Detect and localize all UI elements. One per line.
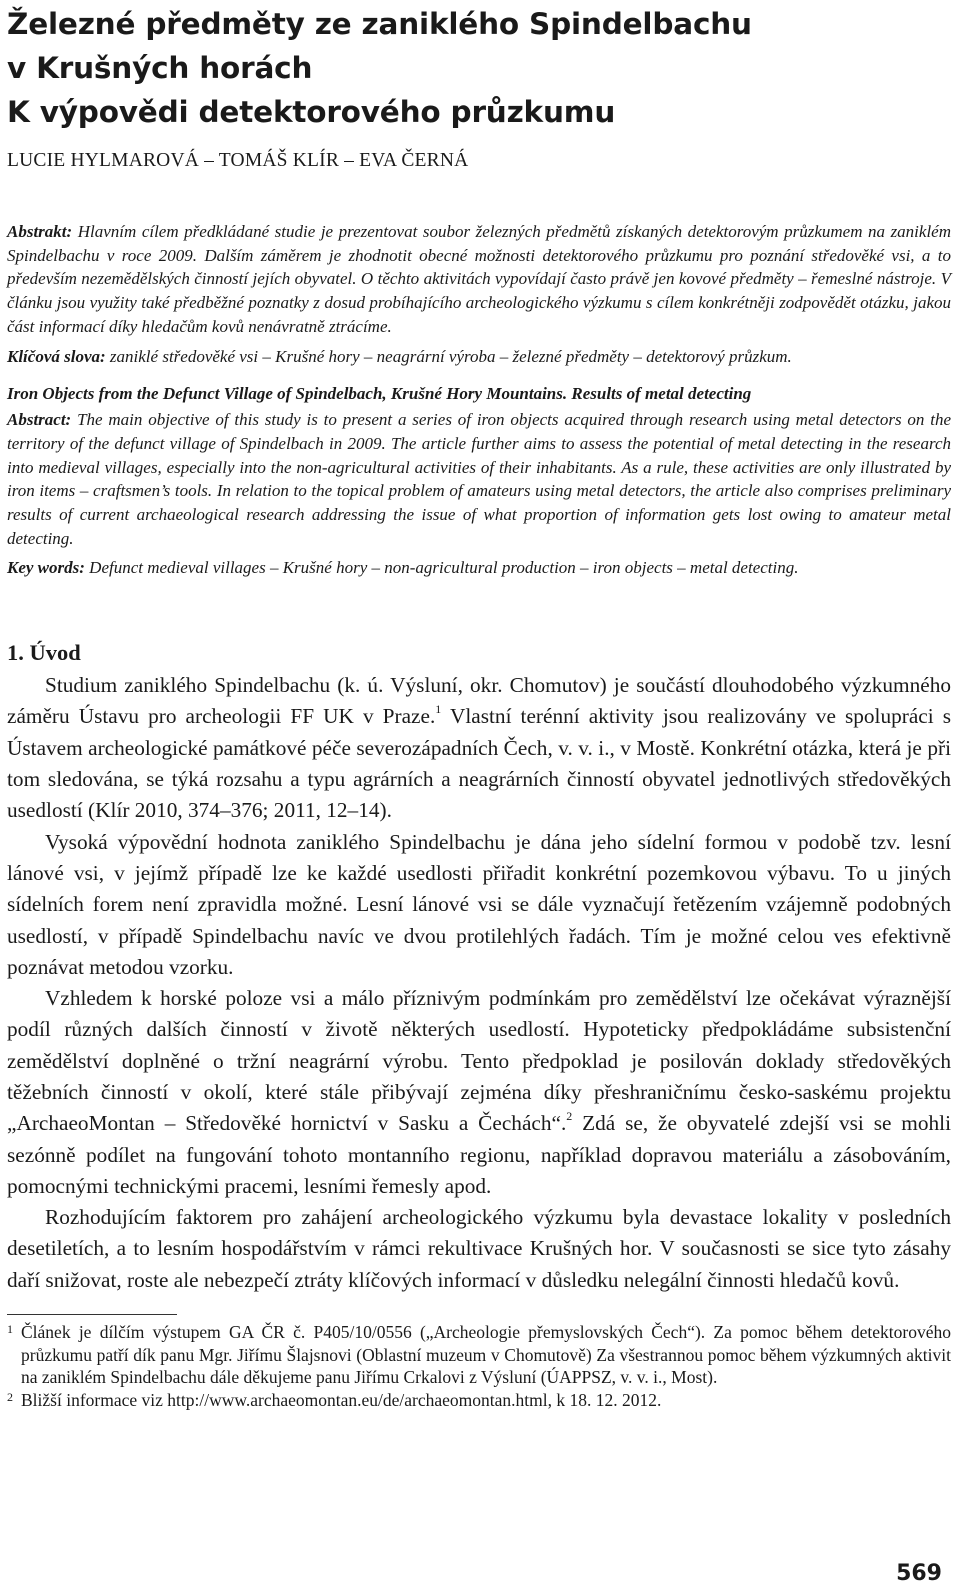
authors: LUCIE HYLMAROVÁ – TOMÁŠ KLÍR – EVA ČERNÁ bbox=[7, 150, 469, 171]
english-title: Iron Objects from the Defunct Village of Spindelbach, Krušné Hory Mountains. Results of metal detecting bbox=[7, 384, 752, 404]
footnote-2 bbox=[7, 1389, 951, 1412]
paragraph-1-part-b: Vlastní terénní aktivity jsou realizovány ve spolupráci s Ústavem archeologické památkové péče severozápadních Čech, v. v. i., v Mostě. Konkrétní otázka, která je při tom sledována, se týká rozsahu a typu agrárních a neagrárních činností obyvatel jednotlivých středověkých usedlostí (Klír 2010, 374–376; 2011, 12–14). bbox=[7, 704, 952, 823]
section-heading: 1. Úvod bbox=[7, 640, 81, 666]
footnote-1-number: 1 bbox=[7, 1322, 13, 1337]
keywords-english-label: Key words: bbox=[7, 558, 85, 578]
abstract-english bbox=[7, 408, 951, 550]
footnote-rule bbox=[7, 1314, 177, 1315]
footnote-ref-2: 2 bbox=[566, 1109, 573, 1124]
abstract-english-label: Abstract: bbox=[7, 410, 72, 430]
keywords-english-text: Defunct medieval villages – Krušné hory – non-agricultural production – iron objects – metal detecting. bbox=[89, 558, 799, 578]
footnote-2-text: Bližší informace viz http://www.archaeomontan.eu/de/archaeomontan.html, k 18. 12. 2012. bbox=[21, 1389, 662, 1410]
footnotes bbox=[7, 1321, 951, 1411]
paragraph-1-part-a: Studium zaniklého Spindelbachu (k. ú. Výsluní, okr. Chomutov) je součástí dlouhodobého výzkumného záměru Ústavu pro archeologii FF UK v Praze. bbox=[7, 673, 951, 729]
paragraph-3 bbox=[7, 983, 951, 1202]
paragraph-1 bbox=[7, 670, 951, 826]
footnote-1-text: Článek je dílčím výstupem GA ČR č. P405/10/0556 („Archeologie přemyslovských Čech“). Za pomoc během detektorového průzkumu patří dík panu Mgr. Jiřímu Šlajsnovi (Oblastní muzeum v Chomutově) Za všestrannou pomoc během výzkumných aktivit na zaniklém Spindelbachu dále děkujeme panu Jiřímu Crkalovi z Výsluní (ÚAPPSZ, v. v. i., Most). bbox=[21, 1322, 951, 1388]
article-title bbox=[7, 0, 951, 134]
paragraph-4: Rozhodujícím faktorem pro zahájení archeologického výzkumu byla devastace lokality v posledních desetiletích, a to lesním hospodářstvím v rámci rekultivace Krušných hor. V současnosti se sice tyto zásahy daří snižovat, roste ale nebezpečí ztráty klíčových informací v důsledku nelegální činnosti hledačů kovů. bbox=[7, 1205, 951, 1292]
paper-page bbox=[7, 0, 951, 1411]
abstract-english-text: The main objective of this study is to present a series of iron objects acquired through research using metal detectors on the territory of the defunct village of Spindelbach in 2009. The article further aims to assess the potential of metal detecting in the research into medieval villages, especially into the non-agricultural activities of their inhabitants. As a rule, these activities are only illustrated by iron items – craftsmen’s tools. In relation to the topical problem of amateurs using metal detectors, the article also comprises preliminary results of current archaeological research addressing the issue of what proportion of information gets lost owing to amateur metal detecting. bbox=[7, 410, 951, 548]
footnote-ref-1: 1 bbox=[435, 702, 442, 717]
paragraph-3-part-a: Vzhledem k horské poloze vsi a málo příznivým podmínkám pro zemědělství lze očekávat výraznější podíl různých dalších činností v životě některých usedlostí. Hypoteticky předpokládáme subsistenční zemědělství doplněné o tržní neagrární výrobu. Tento předpoklad je posilován doklady středověkých těžebních činností v okolí, které stále přibývají zejména díky přeshraničnímu česko-saskému projektu „ArchaeoMontan – Středověké hornictví v Sasku a Čechách“. bbox=[7, 986, 951, 1136]
abstract-czech-label: Abstrakt: bbox=[7, 222, 73, 241]
keywords-czech-text: zaniklé středověké vsi – Krušné hory – neagrární výroba – železné předměty – detektorový průzkum. bbox=[109, 346, 792, 366]
page-number: 569 bbox=[896, 1561, 942, 1586]
abstract-czech bbox=[7, 220, 951, 339]
body-text bbox=[7, 670, 951, 1296]
paragraph-2: Vysoká výpovědní hodnota zaniklého Spindelbachu je dána jeho sídelní formou v podobě tzv. lesní lánové vsi, v jejímž případě lze ke každé usedlosti přiřadit konkrétní pozemkovou výbavu. To u jiných sídelních forem není zpravidla možné. Lesní lánové vsi se dále vyznačují řetězením vzájemně podobných usedlostí, v případě Spindelbachu navíc ve dvou protilehlých řadách. Tím je možné celou ves efektivně poznávat metodou vzorku. bbox=[7, 829, 951, 979]
footnote-1 bbox=[7, 1321, 951, 1389]
abstract-czech-text: Hlavním cílem předkládané studie je prezentovat soubor železných předmětů získaných detektorovým průzkumem na zaniklém Spindelbachu v roce 2009. Dalším záměrem je zhodnotit obecné možnosti detektorového průzkumu pro poznání středověké vsi, a to především nezemědělských činností jejích obyvatel. O těchto aktivitách vypovídají často právě jen kovové předměty – řemeslné nástroje. V článku jsou využity také předběžné poznatky z dosud probíhajícího archeologického výzkumu s cílem konkrétněji zodpovědět otázku, jakou část informací díky hledačům kovů nenávratně ztrácíme. bbox=[7, 222, 951, 336]
keywords-czech-label: Klíčová slova: bbox=[7, 346, 106, 366]
title-line-2: v Krušných horách bbox=[7, 51, 313, 85]
title-line-3: K výpovědi detektorového průzkumu bbox=[7, 95, 616, 129]
title-line-1: Železné předměty ze zaniklého Spindelbachu bbox=[7, 7, 752, 41]
keywords-english bbox=[7, 556, 951, 580]
paragraph-3-part-b: Zdá se, že obyvatelé zdejší vsi se mohli sezónně podílet na fungování tohoto montanního regionu, například dopravou materiálu a zásobováním, pomocnými technickými pracemi, lesními řemesly apod. bbox=[7, 1111, 951, 1198]
footnote-2-number: 2 bbox=[7, 1389, 13, 1404]
keywords-czech bbox=[7, 345, 951, 369]
